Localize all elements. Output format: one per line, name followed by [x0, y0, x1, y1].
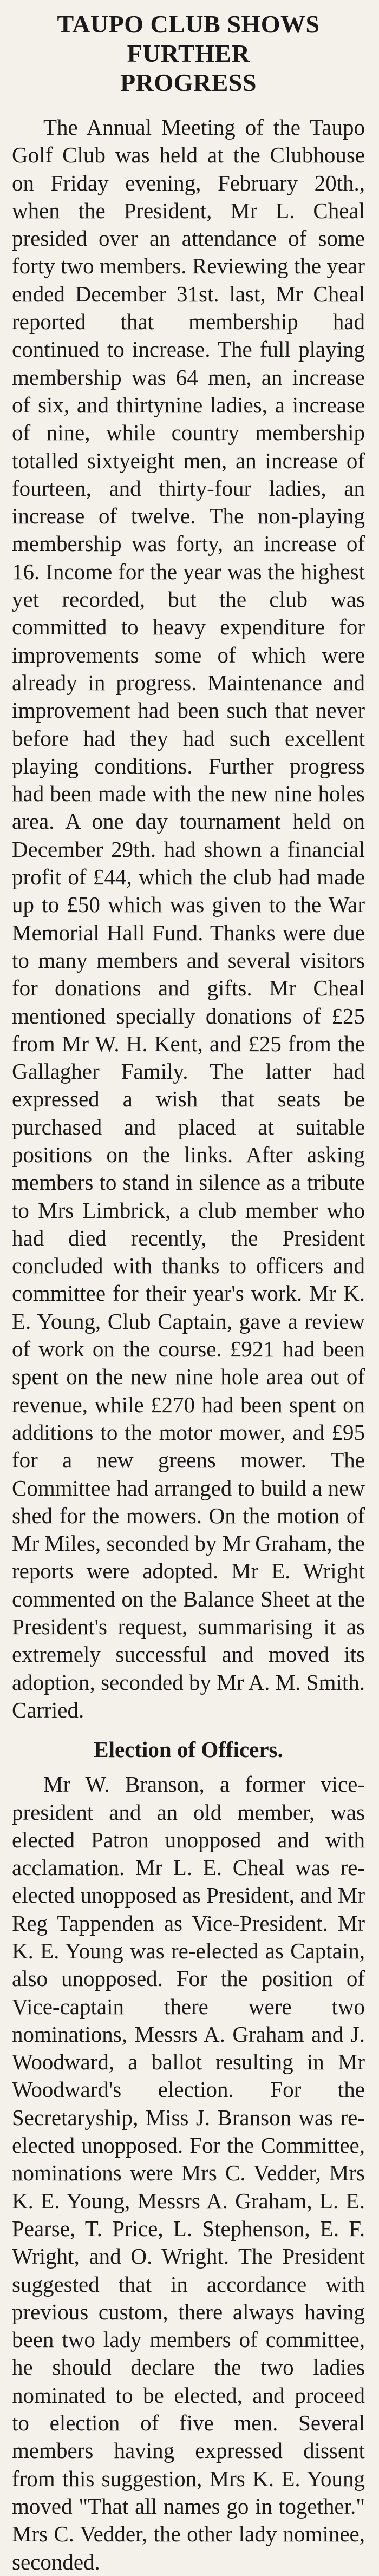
- headline-line-1: TAUPO CLUB SHOWS FURTHER: [57, 10, 320, 67]
- article-paragraph-election: Mr W. Branson, a former vice-president and an old member, was elected Patron unopposed and with acclamation. Mr L. E. Cheal was re-elected unopposed as President, and Mr Reg Tappenden as Vice-President. Mr K. E. Young was re-elected as Captain, also unopposed. For the position of Vice-captain there were two nominations, Messrs A. Graham and J. Woodward, a ballot resulting in Mr Woodward's election. For the Secretaryship, Miss J. Branson was re-elected unopposed. For the Committee, nominations were Mrs C. Vedder, Mrs K. E. Young, Messrs A. Graham, L. E. Pearse, T. Price, L. Stephenson, E. F. Wright, and O. Wright. The President suggested that in accordance with previous custom, there always having been two lady members of committee, he should declare the two ladies nominated to be elected, and proceed to election of five men. Several members having expressed dissent from this suggestion, Mrs K. E. Young moved "That all names go in together." Mrs C. Vedder, the other lady nominee, seconded.: [12, 1772, 365, 2574]
- headline-line-2: PROGRESS: [120, 69, 257, 96]
- article-paragraph-annual-meeting: The Annual Meeting of the Taupo Golf Club was held at the Clubhouse on Friday evening, February 20th., when the President, Mr L. Cheal presided over an attendance of some forty two members. Reviewing the year ended December 31st. last, Mr Cheal reported that membership had continued to increase. The full playing membership was 64 men, an increase of six, and thirtynine ladies, a increase of nine, while country membership totalled sixtyeight men, an increase of fourteen, and thirty-four ladies, an increase of twelve. The non-playing membership was forty, an increase of 16. Income for the year was the highest yet recorded, but the club was committed to heavy expenditure for improvements some of which were already in progress. Maintenance and improvement had been such that never before had they had such excellent playing conditions. Further progress had been made with the new nine holes area. A one day tournament held on December 29th. had shown a financial profit of £44, which the club had made up to £50 which was given to the War Memorial Hall Fund. Thanks were due to many members and several visitors for donations and gifts. Mr Cheal mentioned specially donations of £25 from Mr W. H. Kent, and £25 from the Gallagher Family. The latter had expressed a wish that seats be purchased and placed at suitable positions on the links. After asking members to stand in silence as a tribute to Mrs Limbrick, a club member who had died recently, the President concluded with thanks to officers and committee for their year's work. Mr K. E. Young, Club Captain, gave a review of work on the course. £921 had been spent on the new nine hole area out of revenue, while £270 had been spent on additions to the motor mower, and £95 for a new greens mower. The Committee had arranged to build a new shed for the mowers. On the motion of Mr Miles, seconded by Mr Graham, the reports were adopted. Mr E. Wright commented on the Balance Sheet at the President's request, summarising it as extremely successful and moved its adoption, seconded by Mr A. M. Smith. Carried.: [12, 115, 365, 1722]
- article-headline: [12, 10, 365, 97]
- section-subheading: Election of Officers.: [94, 1737, 283, 1762]
